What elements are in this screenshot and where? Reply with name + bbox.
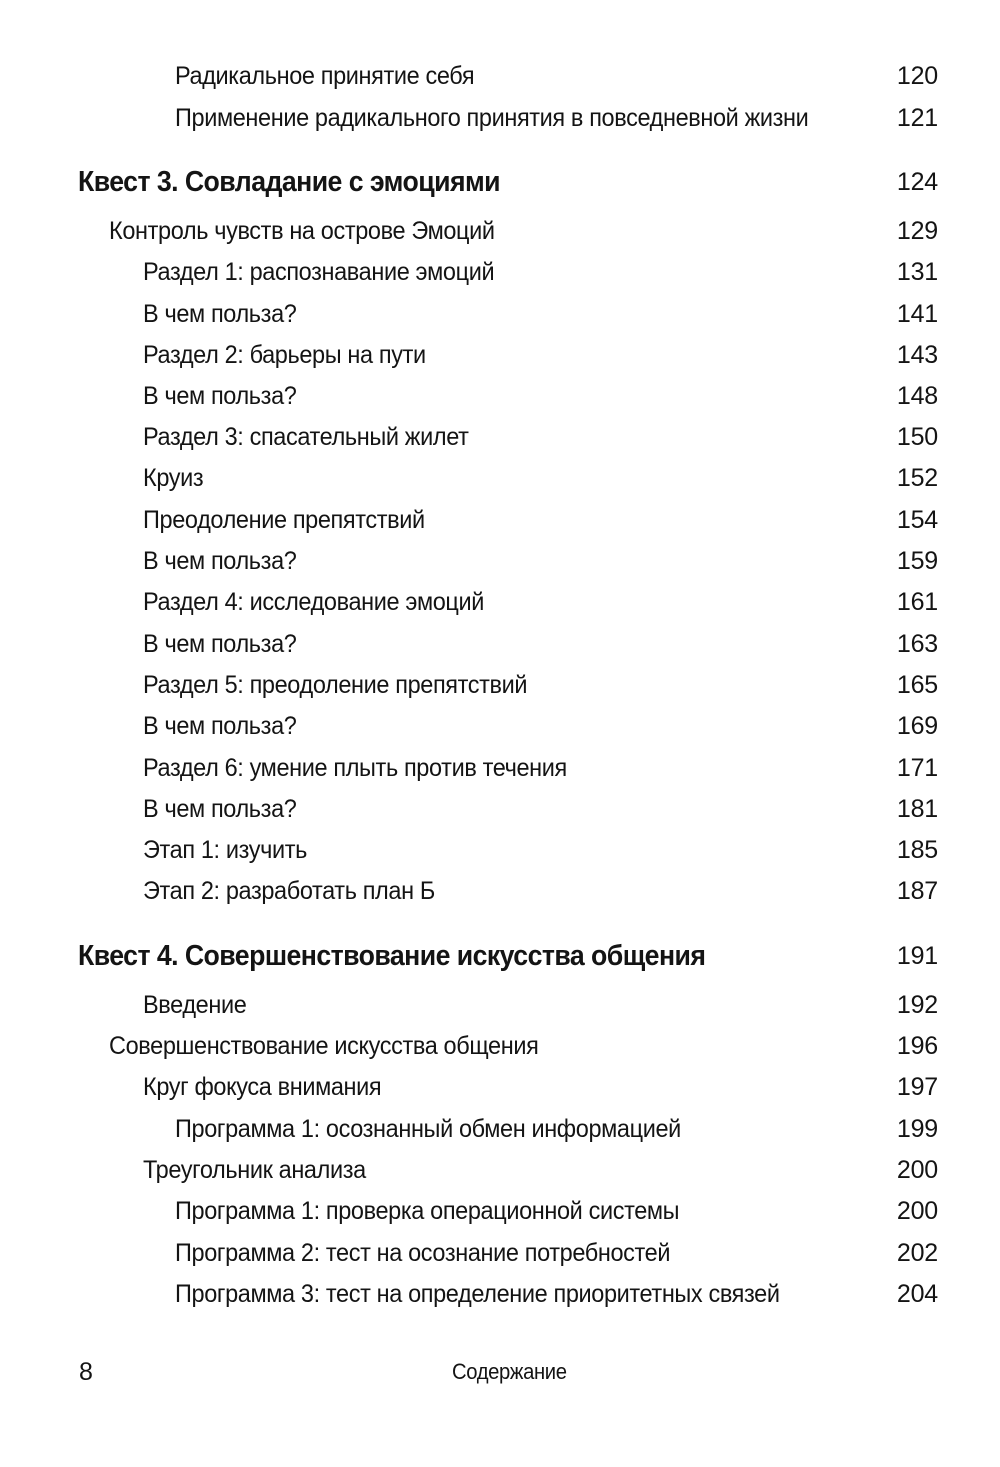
toc-entry-page: 143: [896, 341, 938, 369]
toc-entry-page: 204: [896, 1280, 938, 1308]
toc-entry-page: 199: [896, 1115, 938, 1143]
toc-entry-title: Программа 1: осознанный обмен информацией: [175, 1115, 681, 1143]
toc-entry-title: Раздел 2: барьеры на пути: [143, 341, 426, 369]
toc-entry-title: Совершенствование искусства общения: [109, 1032, 539, 1060]
toc-entry-title: Этап 1: изучить: [143, 836, 307, 864]
toc-entry-page: 154: [896, 506, 938, 534]
toc-entry-page: 141: [896, 300, 938, 328]
toc-chapter-heading: [0, 162, 1000, 202]
toc-entry: [0, 458, 1000, 498]
toc-entry: [0, 706, 1000, 746]
toc-entry-page: 181: [896, 795, 938, 823]
toc-entry-title: В чем польза?: [143, 382, 297, 410]
toc-entry-page: 185: [896, 836, 938, 864]
toc-entry-page: 161: [896, 588, 938, 616]
toc-entry: [0, 294, 1000, 334]
toc-entry: [0, 252, 1000, 292]
toc-entry-title: Преодоление препятствий: [143, 506, 425, 534]
toc-entry-title: Раздел 6: умение плыть против течения: [143, 754, 567, 782]
toc-entry-page: 200: [896, 1197, 938, 1225]
toc-entry-page: 159: [896, 547, 938, 575]
toc-entry: [0, 624, 1000, 664]
toc-entry: [0, 376, 1000, 416]
toc-entry-page: 169: [896, 712, 938, 740]
toc-entry-title: В чем польза?: [143, 795, 297, 823]
toc-entry: [0, 1067, 1000, 1107]
toc-entry-title: Треугольник анализа: [143, 1156, 366, 1184]
toc-entry-page: 196: [896, 1032, 938, 1060]
toc-entry: [0, 1191, 1000, 1231]
toc-entry: [0, 830, 1000, 870]
toc-entry-page: 165: [896, 671, 938, 699]
toc-entry-title: Раздел 3: спасательный жилет: [143, 423, 469, 451]
toc-entry: [0, 748, 1000, 788]
toc-entry: [0, 1026, 1000, 1066]
toc-entry-title: Программа 3: тест на определение приоритетных связей: [175, 1280, 780, 1308]
toc-entry: [0, 1150, 1000, 1190]
toc-entry-page: 152: [896, 464, 938, 492]
toc-entry-title: В чем польза?: [143, 300, 297, 328]
toc-entry: [0, 541, 1000, 581]
toc-entry-page: 129: [896, 217, 938, 245]
toc-entry: [0, 500, 1000, 540]
toc-entry-page: 131: [896, 258, 938, 286]
toc-entry-title: Раздел 5: преодоление препятствий: [143, 671, 528, 699]
toc-entry-page: 200: [896, 1156, 938, 1184]
toc-entry-title: Радикальное принятие себя: [175, 62, 475, 90]
toc-entry-page: 124: [896, 168, 938, 196]
toc-entry-page: 202: [896, 1239, 938, 1267]
toc-entry: [0, 417, 1000, 457]
toc-entry: [0, 985, 1000, 1025]
toc-entry-title: Программа 1: проверка операционной системы: [175, 1197, 680, 1225]
toc-entry-page: 150: [896, 423, 938, 451]
toc-entry-page: 197: [896, 1073, 938, 1101]
toc-entry: [0, 665, 1000, 705]
toc-entry: [0, 98, 1000, 138]
toc-entry-page: 191: [896, 942, 938, 970]
toc-entry: [0, 1109, 1000, 1149]
toc-entry-page: 187: [896, 877, 938, 905]
toc-entry: [0, 211, 1000, 251]
toc-entry-title: Применение радикального принятия в повседневной жизни: [175, 104, 809, 132]
toc-entry-title: В чем польза?: [143, 712, 297, 740]
toc-entry: [0, 582, 1000, 622]
toc-entry-title: Раздел 1: распознавание эмоций: [143, 258, 495, 286]
toc-entry-title: Круг фокуса внимания: [143, 1073, 382, 1101]
toc-entry-page: 148: [896, 382, 938, 410]
toc-chapter-title: Квест 3. Совладание с эмоциями: [78, 166, 501, 198]
toc-entry: [0, 56, 1000, 96]
toc-entry-title: Контроль чувств на острове Эмоций: [109, 217, 495, 245]
toc-chapter-heading: [0, 936, 1000, 976]
toc-entry-page: 163: [896, 630, 938, 658]
toc-entry-page: 171: [896, 754, 938, 782]
toc-entry: [0, 789, 1000, 829]
toc-entry: [0, 335, 1000, 375]
toc-entry-title: Раздел 4: исследование эмоций: [143, 588, 485, 616]
footer-page-number: 8: [79, 1358, 93, 1386]
toc-entry-title: В чем польза?: [143, 630, 297, 658]
toc-entry-page: 121: [896, 104, 938, 132]
toc-entry-title: Введение: [143, 991, 247, 1019]
toc-entry-title: Круиз: [143, 464, 204, 492]
toc-entry-page: 120: [896, 62, 938, 90]
toc-entry: [0, 1233, 1000, 1273]
toc-chapter-title: Квест 4. Совершенствование искусства общения: [78, 940, 706, 972]
toc-entry-title: Программа 2: тест на осознание потребностей: [175, 1239, 671, 1267]
toc-entry-title: В чем польза?: [143, 547, 297, 575]
toc-entry-page: 192: [896, 991, 938, 1019]
toc-entry-title: Этап 2: разработать план Б: [143, 877, 435, 905]
toc-entry: [0, 1274, 1000, 1314]
footer-section-title: Содержание: [452, 1359, 567, 1384]
toc-entry: [0, 871, 1000, 911]
